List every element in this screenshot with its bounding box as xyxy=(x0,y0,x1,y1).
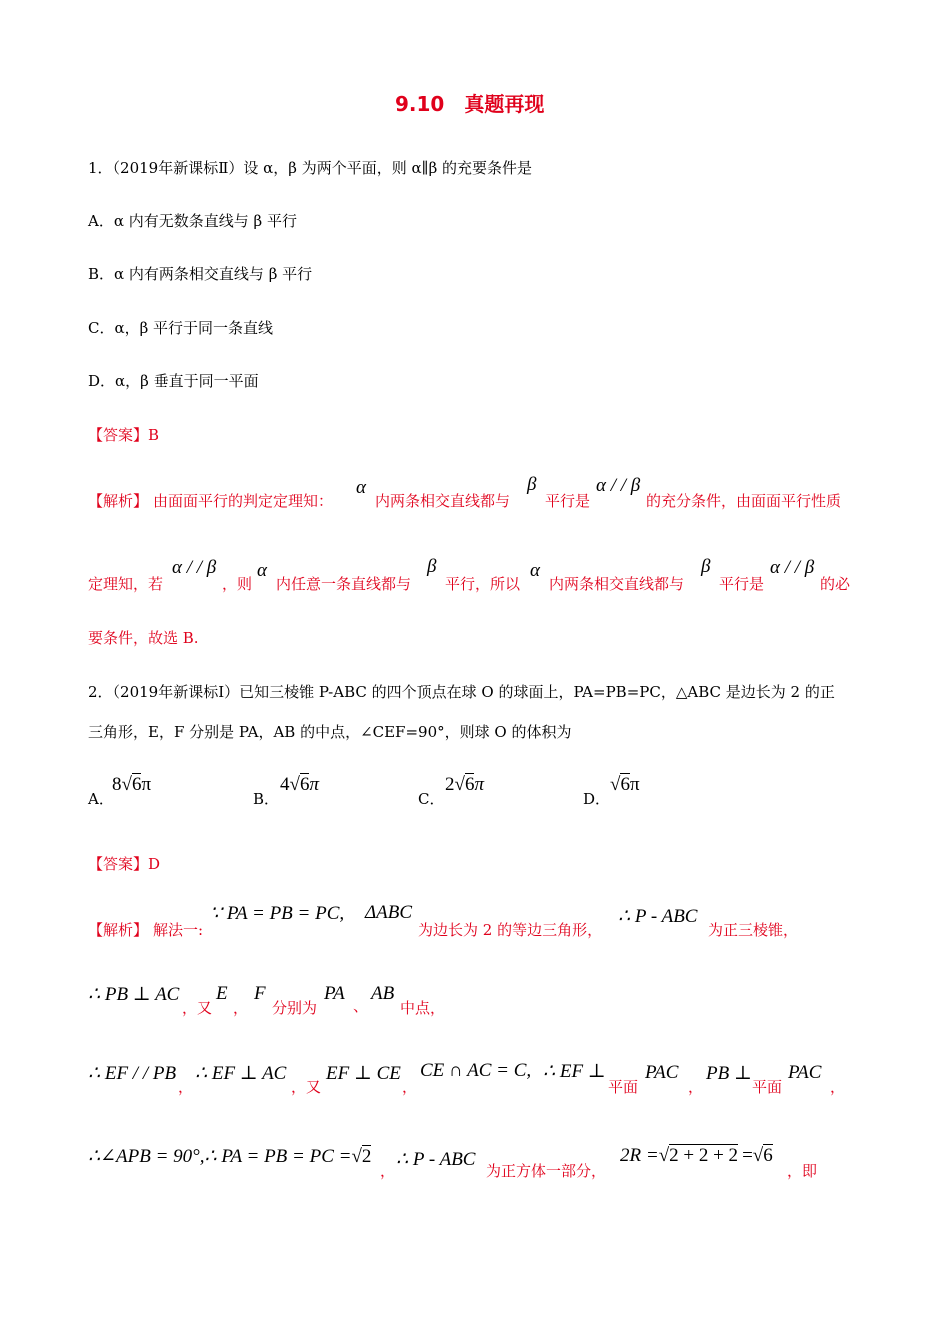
analysis-text: 内两条相交直线都与 xyxy=(549,575,685,593)
analysis-text: ，又 xyxy=(291,1078,322,1096)
pi-symbol: π xyxy=(474,774,484,795)
question-2-stem-line-1: 2．（2019年新课标Ⅰ）已知三棱锥 P-ABC 的四个顶点在球 O 的球面上，PA=PB=PC，△ABC 是边长为 2 的正 xyxy=(88,683,835,701)
sqrt-symbol: √ xyxy=(752,1145,764,1166)
question-1-option-a: A．α 内有无数条直线与 β 平行 xyxy=(88,212,297,230)
radicand: 6 xyxy=(620,774,630,795)
radicand: 2 xyxy=(361,1146,372,1167)
sqrt-symbol: √ xyxy=(658,1145,670,1166)
analysis-text: 、 xyxy=(353,997,369,1015)
question-2-option-d-label: D． xyxy=(583,790,611,808)
math-expression xyxy=(620,1145,773,1167)
analysis-text: 平面 xyxy=(752,1078,783,1096)
analysis-text: 的充分条件，由面面平行性质 xyxy=(646,492,842,510)
analysis-text: 的必 xyxy=(820,575,851,593)
pi-symbol: π xyxy=(629,774,640,795)
analysis-text: ，又 xyxy=(182,999,213,1017)
question-2-option-a-label: A． xyxy=(88,790,114,808)
analysis-text: ， xyxy=(178,1078,194,1096)
math-alpha-parallel-beta: α / / β xyxy=(596,475,641,496)
analysis-text: 为正方体一部分， xyxy=(486,1162,607,1180)
question-2-stem-line-2: 三角形，E，F 分别是 PA，AB 的中点，∠CEF=90°，则球 O 的体积为 xyxy=(88,723,572,741)
analysis-text: 平面 xyxy=(608,1078,639,1096)
math-expression: AB xyxy=(371,983,395,1004)
question-2-option-a-formula xyxy=(112,774,151,796)
radicand: 2 + 2 + 2 xyxy=(669,1145,739,1166)
math-expression: PAC xyxy=(788,1062,822,1083)
question-1-stem: 1．（2019年新课标Ⅱ）设 α，β 为两个平面，则 α∥β 的充要条件是 xyxy=(88,159,533,177)
math-expression: PAC xyxy=(645,1062,679,1083)
question-2-answer xyxy=(88,853,160,874)
math-text: ∴∠APB = 90°,∴ PA = PB = PC = xyxy=(88,1146,352,1167)
analysis-text: 平行是 xyxy=(545,492,591,510)
analysis-text: 内两条相交直线都与 xyxy=(375,492,511,510)
question-1-option-d: D．α，β 垂直于同一平面 xyxy=(88,372,259,390)
math-expression: F xyxy=(254,983,266,1004)
pi-symbol: π xyxy=(309,774,319,795)
analysis-text: 定理知，若 xyxy=(88,575,164,593)
analysis-label: 【解析】 xyxy=(88,921,149,939)
analysis-label: 【解析】 xyxy=(88,492,149,510)
radicand: 6 xyxy=(464,774,475,795)
math-expression: ∵ PA = PB = PC, xyxy=(210,903,345,924)
math-alpha-parallel-beta: α / / β xyxy=(770,557,815,578)
question-2-option-b-formula xyxy=(280,774,319,796)
math-alpha: α xyxy=(257,560,267,581)
analysis-text: 为边长为 2 的等边三角形， xyxy=(418,921,603,939)
analysis-text: ，则 xyxy=(222,575,253,593)
sqrt-symbol: √ xyxy=(454,774,465,795)
math-expression: CE ∩ AC = C, xyxy=(420,1060,532,1081)
sqrt-symbol: √ xyxy=(121,774,132,795)
analysis-text: ， xyxy=(380,1162,396,1180)
math-beta: β xyxy=(427,556,437,577)
analysis-text: ， xyxy=(233,999,249,1017)
analysis-text: 内任意一条直线都与 xyxy=(276,575,412,593)
question-1-option-b: B．α 内有两条相交直线与 β 平行 xyxy=(88,265,313,283)
page-title: 9.10 真题再现 xyxy=(395,92,545,116)
math-alpha: α xyxy=(530,560,540,581)
math-expression: ΔABC xyxy=(365,902,413,923)
analysis-text: 平行，所以 xyxy=(445,575,521,593)
math-expression: ∴ P - ABC xyxy=(618,906,698,927)
coefficient: 2 xyxy=(445,774,455,795)
math-alpha-parallel-beta: α / / β xyxy=(172,557,217,578)
math-expression: E xyxy=(216,983,228,1004)
analysis-text: ， xyxy=(830,1078,846,1096)
equals: = xyxy=(742,1145,753,1166)
answer-label: 【答案】 xyxy=(88,426,149,444)
math-beta: β xyxy=(527,474,537,495)
radicand: 6 xyxy=(131,774,142,795)
analysis-text: ，即 xyxy=(787,1162,818,1180)
question-2-option-c-label: C． xyxy=(418,790,445,808)
analysis-text: 要条件，故选 B. xyxy=(88,629,199,647)
coefficient: 8 xyxy=(112,774,122,795)
math-expression: PA xyxy=(324,983,345,1004)
question-1-option-c: C．α，β 平行于同一条直线 xyxy=(88,319,274,337)
math-expression: EF ⊥ CE xyxy=(326,1063,401,1084)
math-expression: ∴ PB ⊥ AC xyxy=(88,984,180,1005)
sqrt-symbol: √ xyxy=(610,774,621,795)
analysis-method: 解法一: xyxy=(153,921,204,939)
question-2-option-b-label: B． xyxy=(253,790,280,808)
analysis-text: 平行是 xyxy=(719,575,765,593)
answer-value: B xyxy=(148,426,160,444)
math-expression: ∴ EF ⊥ xyxy=(543,1061,606,1082)
question-2-option-d-formula xyxy=(610,774,640,796)
math-expression: PB ⊥ xyxy=(706,1063,752,1084)
math-alpha: α xyxy=(356,477,366,498)
radicand: 6 xyxy=(763,1145,773,1166)
question-2-option-c-formula xyxy=(445,774,484,796)
analysis-text: 由面面平行的判定定理知： xyxy=(153,492,334,510)
analysis-text: 为正三棱锥， xyxy=(708,921,799,939)
math-text: 2R = xyxy=(620,1145,659,1166)
analysis-text: ， xyxy=(688,1078,704,1096)
math-expression: ∴ EF ⊥ AC xyxy=(195,1063,287,1084)
math-expression: ∴ P - ABC xyxy=(396,1149,476,1170)
math-expression: ∴ EF / / PB xyxy=(88,1063,177,1084)
analysis-text: ， xyxy=(402,1078,418,1096)
analysis-text: 中点， xyxy=(400,999,446,1017)
answer-value: D xyxy=(148,855,161,873)
sqrt-symbol: √ xyxy=(289,774,300,795)
math-expression xyxy=(88,1145,371,1168)
sqrt-symbol: √ xyxy=(351,1146,362,1167)
pi-symbol: π xyxy=(141,774,152,795)
analysis-text: 分别为 xyxy=(272,999,318,1017)
radicand: 6 xyxy=(299,774,310,795)
math-beta: β xyxy=(701,556,711,577)
question-1-answer xyxy=(88,424,159,445)
answer-label: 【答案】 xyxy=(88,855,149,873)
coefficient: 4 xyxy=(280,774,290,795)
